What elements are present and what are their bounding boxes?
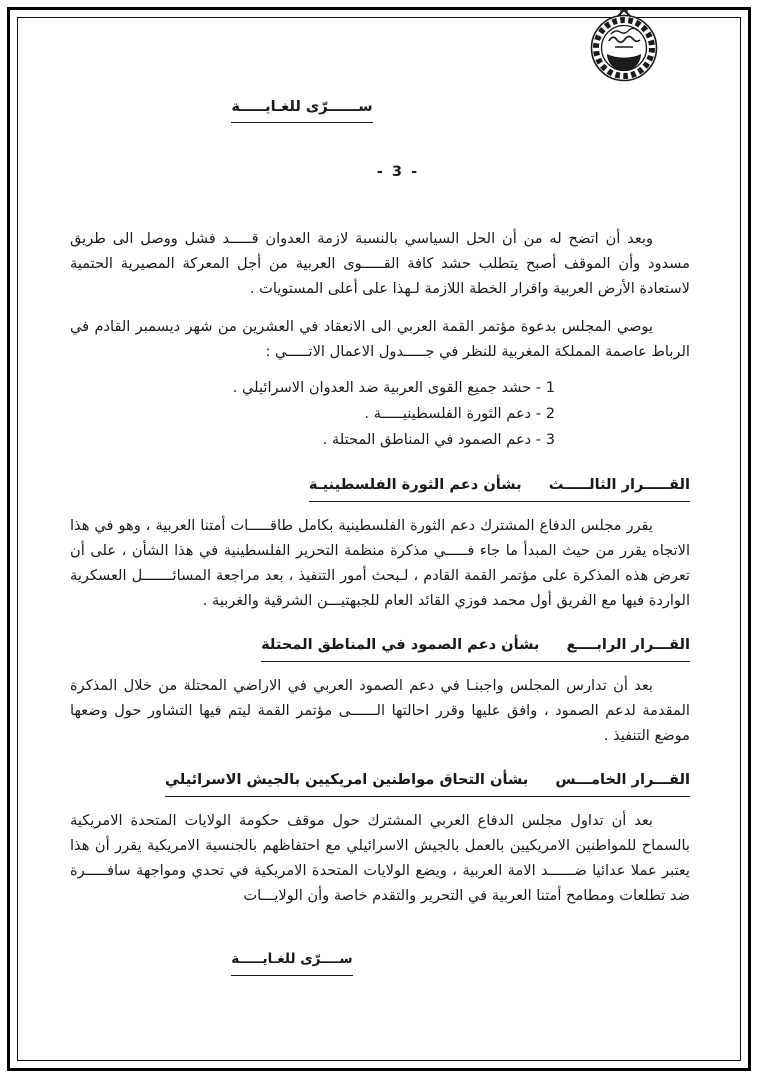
resolution-4-subject: بشأن دعم الصمود في المناطق المحتلة (261, 636, 540, 653)
classification-bottom: ســــرّى للغـايـــــة (231, 947, 352, 976)
resolution-3-heading (309, 472, 690, 502)
resolution-4-heading (261, 632, 690, 662)
document-content (18, 18, 740, 1060)
agenda-item-3: 3 - دعم الصمود في المناطق المحتلة . (322, 431, 555, 448)
resolution-3-subject: بشأن دعم الثورة الفلسطينيـة (308, 476, 522, 493)
resolution-4-body: بعد أن تدارس المجلس واجبنـا في دعم الصمود العربي في الاراضي المحتلة من خلال المذكرة المقدمة لدعم الصمود ، وافق عليها وقرر احالتها الــــــى مؤتمر القمة ليتم فيها التشاور حول وضعها موضع التنفيذ . (70, 677, 690, 744)
resolution-5-body: بعد أن تداول مجلس الدفاع العربي المشترك حول موقف حكومة الولايات المتحدة الامريكية بالسماح للمواطنين الامريكيين بالعمل بالجيش الاسرائيلي مع احتفاظهم بالجنسية الامريكية يقرر أن هذا يعتبر عملا عدائيا ضــــــد الامة العربية ، ويضع الولايات المتحدة الامريكية في تحدي ومواجهة سافـــــرة ضد تطلعات ومطامح أمتنا العربية في التحرير والتقدم خاصة وأن الولايـــات (70, 812, 690, 904)
intro-paragraph-2: يوصي المجلس بدعوة مؤتمر القمة العربي الى الانعقاد في العشرين من شهر ديسمبر القادم في الرباط عاصمة المملكة المغربية للنظر في جـــــدول الاعمال الاتـــــي : (70, 318, 690, 360)
resolution-3-body: يقرر مجلس الدفاع المشترك دعم الثورة الفلسطينية بكامل طاقـــــات أمتنا العربية ، وهو في هذا الاتجاه يقرر من حيث المبدأ ما جاء فـــــي مذكرة منظمة التحرير الفلسطينية في هذا الشأن ، على أن تعرض هذه المذكرة على مؤتمر القمة القادم ، لـبحث أمور التنفيذ ، بعد مراجعة المسائـــــــل العسكرية الواردة فيها مع الفريق أول محمد فوزي القائد العام للجبهتيـــن الشرقية والغربية . (70, 517, 690, 609)
resolution-5-title: القـــرار الخامـــس (555, 771, 690, 788)
intro-paragraph-1: وبعد أن اتضح له من أن الحل السياسي بالنسبة لازمة العدوان قـــــد فشل ووصل الى طريق مسدود وأن الموقف أصبح يتطلب حشد كافة القـــــوى العربية من أجل المعركة المصيرية الحتمية لاستعادة الأرض العربية واقرار الخطة اللازمة لـهذا على أعلى المستويات . (70, 230, 690, 297)
resolution-5-heading (165, 767, 690, 797)
agenda-list (70, 375, 555, 453)
page-number: - 3 - (376, 163, 420, 180)
resolution-3-title: القـــــرار الثالـــــث (548, 476, 690, 493)
resolution-5-subject: بشأن التحاق مواطنين امريكيين بالجيش الاسرائيلي (165, 771, 529, 788)
agenda-item-1: 1 - حشد جميع القوى العربية ضد العدوان الاسرائيلي . (232, 379, 555, 396)
arab-league-seal-icon (588, 8, 660, 82)
resolution-4-title: القـــرار الرابــــع (566, 636, 690, 653)
arab-league-seal-graphic (588, 8, 660, 82)
classification-top: ســــــرّى للغـايـــــة (231, 94, 372, 123)
agenda-item-2: 2 - دعم الثورة الفلسطينيـــــة . (364, 405, 555, 422)
